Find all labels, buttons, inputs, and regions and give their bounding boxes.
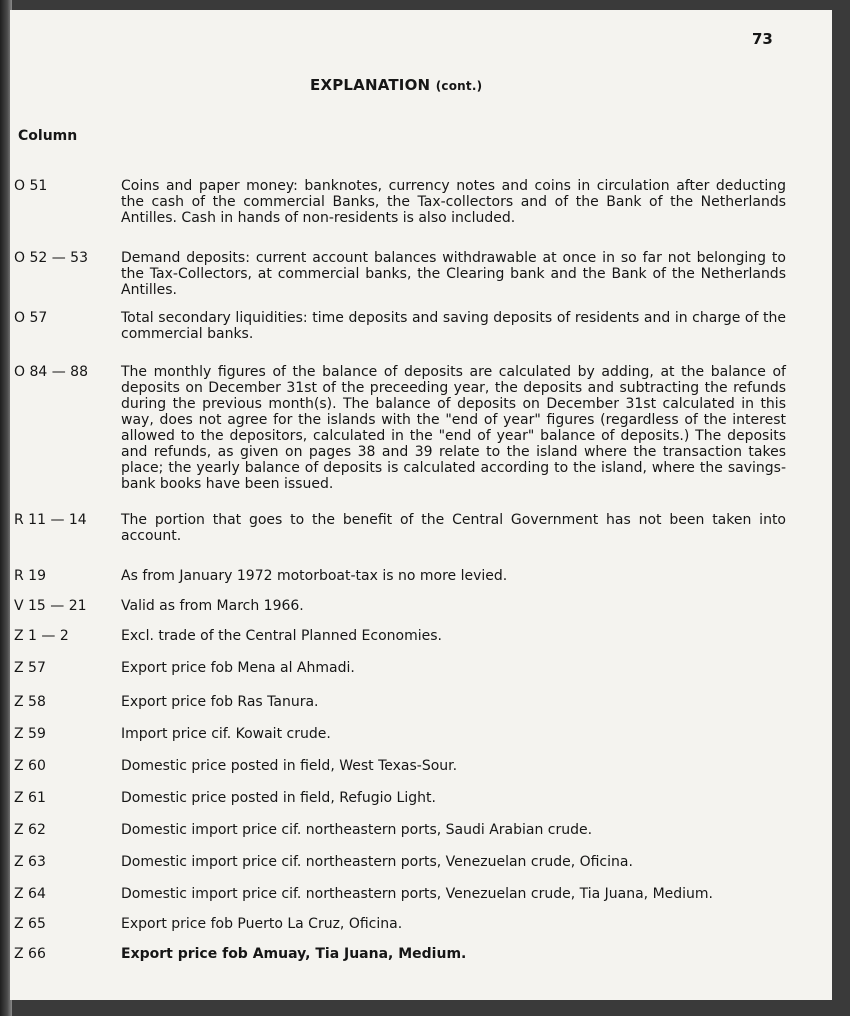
entry-code: Z 65	[14, 916, 46, 932]
entry-code: Z 66	[14, 946, 46, 962]
entry-text: Total secondary liquidities: time deposits and saving deposits of residents and in charge of the commercial banks.	[121, 310, 786, 342]
entry-text: The monthly figures of the balance of deposits are calculated by adding, at the balance of deposits on December 31st of the preceeding year, the deposits and subtracting the refunds during the previous month(s). The balance of deposits on December 31st calculated in this way, does not agree for the islands with the "end of year" figures (regardless of the interest allowed to the depositors, calculated in the "end of year" balance of deposits.) The deposits and refunds, as given on pages 38 and 39 relate to the island where the transaction takes place; the yearly balance of deposits is calculated according to the island, where the savings-bank books have been issued.	[121, 364, 786, 492]
entry-text: Domestic import price cif. northeastern ports, Saudi Arabian crude.	[121, 822, 593, 838]
entry-text: The portion that goes to the benefit of the Central Government has not been taken into account.	[121, 512, 786, 544]
title-suffix: (cont.)	[435, 79, 483, 93]
entry-text: Export price fob Amuay, Tia Juana, Medium.	[121, 946, 467, 962]
page-number: 73	[752, 30, 773, 48]
entry-text: Export price fob Ras Tanura.	[121, 694, 319, 710]
entry-text: Export price fob Puerto La Cruz, Oficina.	[121, 916, 403, 932]
entry-text: Import price cif. Kowait crude.	[121, 726, 331, 742]
entry-text: Domestic import price cif. northeastern ports, Venezuelan crude, Oficina.	[121, 854, 633, 870]
entry-code: Z 60	[14, 758, 46, 774]
entry-text: Excl. trade of the Central Planned Economies.	[121, 628, 442, 644]
page-title	[310, 76, 482, 94]
entry-text: Domestic import price cif. northeastern ports, Venezuelan crude, Tia Juana, Medium.	[121, 886, 713, 902]
entry-text: As from January 1972 motorboat-tax is no more levied.	[121, 568, 508, 584]
entry-code: R 11 — 14	[14, 512, 87, 528]
entry-code: Z 1 — 2	[14, 628, 69, 644]
entry-code: O 51	[14, 178, 48, 194]
entry-code: Z 63	[14, 854, 46, 870]
entry-text: Export price fob Mena al Ahmadi.	[121, 660, 355, 676]
entry-code: Z 58	[14, 694, 46, 710]
entry-text: Domestic price posted in field, Refugio Light.	[121, 790, 436, 806]
title-main: EXPLANATION	[310, 76, 431, 94]
entry-text: Demand deposits: current account balances withdrawable at once in so far not belonging to the Tax-Collectors, at commercial banks, the Clearing bank and the Bank of the Netherlands Antilles.	[121, 250, 786, 298]
entry-code: V 15 — 21	[14, 598, 87, 614]
entry-text: Valid as from March 1966.	[121, 598, 304, 614]
entry-code: Z 62	[14, 822, 46, 838]
entry-code: O 57	[14, 310, 48, 326]
entry-code: Z 57	[14, 660, 46, 676]
entry-code: Z 61	[14, 790, 46, 806]
entry-code: R 19	[14, 568, 46, 584]
document-page	[10, 10, 832, 1000]
column-header: Column	[18, 128, 78, 144]
entry-code: Z 64	[14, 886, 46, 902]
entry-code: O 52 — 53	[14, 250, 88, 266]
entry-code: O 84 — 88	[14, 364, 88, 380]
entry-text: Coins and paper money: banknotes, currency notes and coins in circulation after deducting the cash of the commercial Banks, the Tax-collectors and of the Bank of the Netherlands Antilles. Cash in hands of non-residents is also included.	[121, 178, 786, 226]
entry-code: Z 59	[14, 726, 46, 742]
entry-text: Domestic price posted in field, West Texas-Sour.	[121, 758, 458, 774]
